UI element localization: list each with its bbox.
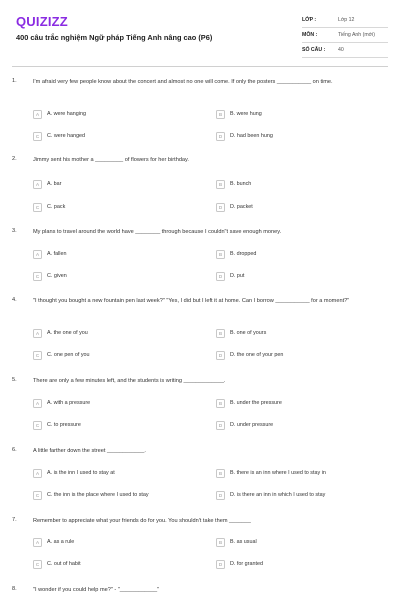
option-letter-box: B [216,329,225,338]
question-text: "I thought you bought a new fountain pen last week?" "Yes, I did but I left it at home. Can I borrow ___________ for a moment?" [33,298,350,304]
option-letter-box: B [216,469,225,478]
option-label: A. were hanging [47,111,86,117]
option-c[interactable] [33,349,90,361]
meta-value: 40 [338,47,344,53]
option-label: A. as a rule [47,539,75,545]
worksheet-title: 400 câu trắc nghiệm Ngữ pháp Tiếng Anh nâng cao (P6) [16,33,213,42]
option-c[interactable] [33,558,81,570]
option-c[interactable] [33,130,85,142]
option-label: B. bunch [230,181,252,187]
option-label: B. dropped [230,251,257,257]
option-letter-box: D [216,421,225,430]
question-number: 7. [12,517,17,523]
option-label: A. the one of you [47,330,88,336]
option-label: B. one of yours [230,330,267,336]
option-label: C. given [47,273,67,279]
option-b[interactable] [216,536,257,548]
option-letter-box: A [33,329,42,338]
meta-key: LỚP : [302,17,317,23]
question-number: 1. [12,78,17,84]
question-text: "I wonder if you could help me?" - "____________" [33,587,160,593]
option-label: D. for granted [230,561,263,567]
meta-value: Lớp 12 [338,17,355,23]
option-letter-box: A [33,538,42,547]
option-c[interactable] [33,419,81,431]
option-a[interactable] [33,536,74,548]
option-label: B. under the pressure [230,400,282,406]
option-b[interactable] [216,467,326,479]
question-number: 4. [12,297,17,303]
option-label: B. as usual [230,539,257,545]
option-c[interactable] [33,201,65,213]
meta-info [302,13,388,58]
option-letter-box: C [33,351,42,360]
header-divider [12,66,388,67]
option-letter-box: D [216,560,225,569]
option-d[interactable] [216,201,253,213]
option-label: D. the one of your pen [230,352,284,358]
question-text: A little farther down the street ____________. [33,448,146,454]
option-label: C. to pressure [47,422,81,428]
option-label: D. under pressure [230,422,274,428]
option-letter-box: C [33,491,42,500]
option-label: C. pack [47,204,66,210]
option-letter-box: D [216,272,225,281]
option-letter-box: C [33,132,42,141]
option-label: D. put [230,273,245,279]
option-b[interactable] [216,327,266,339]
option-c[interactable] [33,489,149,501]
question-text: Remember to appreciate what your friends do for you. You shouldn't take them _______ [33,518,251,524]
option-label: A. with a pressure [47,400,91,406]
meta-row-subject [302,28,388,43]
option-letter-box: A [33,180,42,189]
option-letter-box: D [216,351,225,360]
question-number: 2. [12,156,17,162]
option-label: A. bar [47,181,62,187]
question-number: 8. [12,586,17,592]
option-letter-box: D [216,491,225,500]
option-label: C. the inn is the place where I used to stay [47,492,149,498]
option-label: D. is there an inn in which I used to stay [230,492,326,498]
option-letter-box: D [216,203,225,212]
option-b[interactable] [216,397,282,409]
question-text: My plans to travel around the world have ________ through because I couldn"t save enough money. [33,229,282,235]
option-label: C. out of habit [47,561,81,567]
option-a[interactable] [33,178,61,190]
option-letter-box: A [33,469,42,478]
option-label: C. were hanged [47,133,86,139]
option-d[interactable] [216,270,244,282]
worksheet-header [0,0,400,60]
option-a[interactable] [33,467,115,479]
option-letter-box: B [216,250,225,259]
question-text: I'm afraid very few people know about the concert and almost no one will come. If only the posters ___________ on time. [33,79,333,85]
option-a[interactable] [33,397,90,409]
option-letter-box: A [33,250,42,259]
option-d[interactable] [216,130,273,142]
option-letter-box: C [33,560,42,569]
option-d[interactable] [216,558,263,570]
option-letter-box: B [216,180,225,189]
option-label: A. is the inn I used to stay at [47,470,115,476]
option-b[interactable] [216,108,262,120]
option-d[interactable] [216,489,325,501]
option-label: C. one pen of you [47,352,90,358]
option-label: D. had been hung [230,133,273,139]
option-label: B. were hung [230,111,262,117]
option-d[interactable] [216,419,273,431]
option-b[interactable] [216,178,251,190]
option-letter-box: C [33,272,42,281]
option-letter-box: B [216,399,225,408]
meta-value: Tiếng Anh (mới) [338,32,375,38]
option-letter-box: B [216,110,225,119]
option-letter-box: C [33,203,42,212]
option-a[interactable] [33,327,88,339]
question-number: 3. [12,228,17,234]
option-letter-box: D [216,132,225,141]
question-text: Jimmy sent his mother a _________ of flowers for her birthday. [33,157,189,163]
option-letter-box: A [33,110,42,119]
question-number: 5. [12,377,17,383]
option-d[interactable] [216,349,283,361]
meta-key: MÔN : [302,32,318,38]
option-c[interactable] [33,270,67,282]
meta-row-class [302,13,388,28]
option-letter-box: A [33,399,42,408]
option-letter-box: C [33,421,42,430]
question-number: 6. [12,447,17,453]
option-label: A. fallen [47,251,67,257]
meta-key: SỐ CÂU : [302,47,326,53]
question-text: There are only a few minutes left, and the students is writing _____________. [33,378,226,384]
option-label: D. packet [230,204,253,210]
option-a[interactable] [33,108,86,120]
option-letter-box: B [216,538,225,547]
meta-row-count [302,43,388,58]
option-b[interactable] [216,248,256,260]
option-a[interactable] [33,248,66,260]
quizizz-logo: QUIZIZZ [16,14,68,29]
option-label: B. there is an inn where I used to stay in [230,470,326,476]
